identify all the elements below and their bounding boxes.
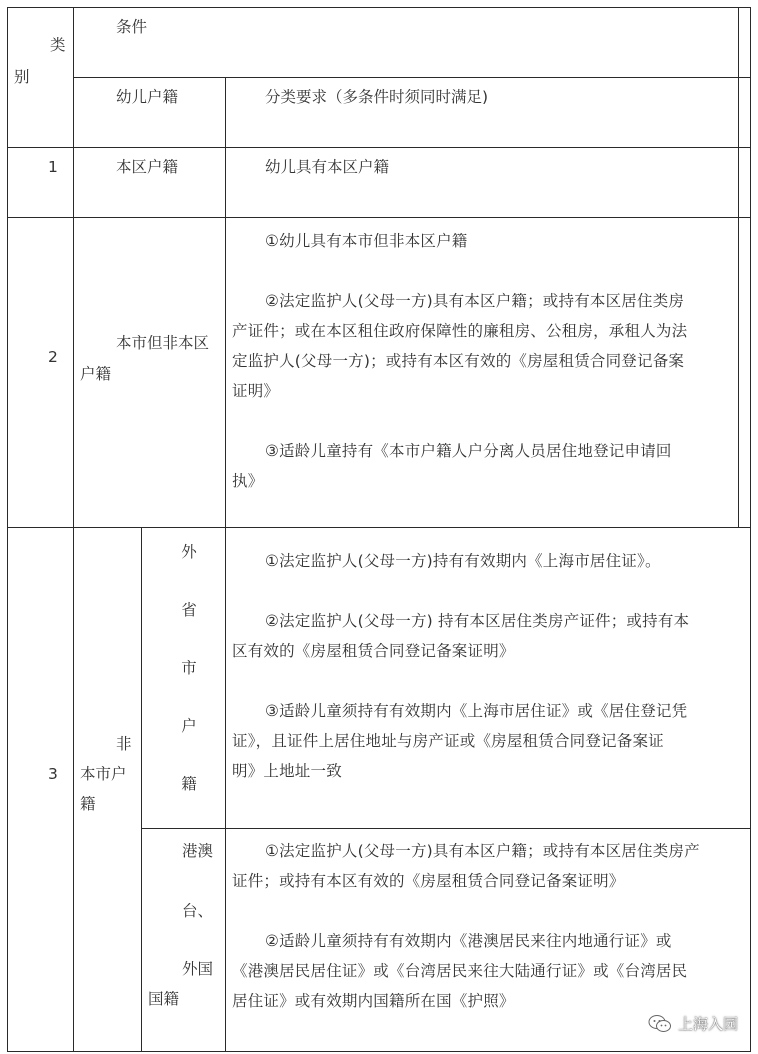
row3-sub-b-req1-line2: 证件；或持有本区有效的《房屋租赁合同登记备案证明》	[232, 872, 625, 890]
row3-sub-a-label	[179, 523, 199, 813]
row3-sub-a-req3-line1: ③适龄儿童须持有有效期内《上海市居住证》或《居住登记凭	[265, 702, 688, 720]
row3-sub-b-req2-line3: 居住证》或有效期内国籍所在国《护照》	[232, 992, 515, 1010]
row3-sub-a-req1: ①法定监护人(父母一方)持有有效期内《上海市居住证》。	[265, 552, 661, 570]
row2-number: 2	[48, 348, 58, 366]
row2-req3-line2: 执》	[232, 472, 264, 490]
row3-sub-b-label-line2: 台、	[182, 902, 214, 920]
row3-number: 3	[48, 765, 58, 783]
row3-sub-b-label-line3: 外国	[182, 960, 214, 978]
watermark	[648, 1013, 738, 1034]
row3-sub-a-char3: 市	[181, 659, 197, 677]
row2-req2-line4: 证明》	[232, 382, 280, 400]
row3-sub-a-char4: 户	[181, 717, 197, 735]
header-category-top: 类	[50, 36, 66, 54]
header-conditions: 条件	[116, 18, 148, 36]
row3-sub-b-req1-line1: ①法定监护人(父母一方)具有本区户籍；或持有本区居住类房产	[265, 842, 700, 860]
row3-sub-b-requirements	[232, 836, 700, 1016]
row3-household-line1: 非	[116, 735, 132, 753]
row3-household-line2: 本市户	[80, 765, 127, 783]
row2-req2-line1: ②法定监护人(父母一方)具有本区户籍；或持有本区居住类房	[265, 292, 685, 310]
row2-req2-line2: 产证件；或在本区租住政府保障性的廉租房、公租房，承租人为法	[232, 322, 688, 340]
row3-sub-a-char5: 籍	[181, 775, 197, 793]
row3-sub-b-req2-line1: ②适龄儿童须持有有效期内《港澳居民来往内地通行证》或	[265, 932, 672, 950]
row3-sub-b-req2-line2: 《港澳居民居住证》或《台湾居民来往大陆通行证》或《台湾居民	[232, 962, 688, 980]
row3-sub-a-requirements	[232, 546, 689, 786]
header-requirements-column: 分类要求（多条件时须同时满足)	[265, 88, 489, 106]
header-household-column: 幼儿户籍	[116, 88, 179, 106]
row2-req2-line3: 定监护人(父母一方)；或持有本区有效的《房屋租赁合同登记备案	[232, 352, 685, 370]
row2-household-line1: 本市但非本区	[116, 334, 210, 352]
row3-sub-a-req2-line2: 区有效的《房屋租赁合同登记备案证明》	[232, 642, 515, 660]
row3-sub-b-label-line4: 国籍	[148, 990, 180, 1008]
row1-number: 1	[48, 158, 58, 176]
row2-requirements	[232, 226, 687, 496]
row3-household-line3: 籍	[80, 795, 96, 813]
row3-sub-a-req2-line1: ②法定监护人(父母一方) 持有本区居住类房产证件；或持有本	[265, 612, 690, 630]
row2-household-line2: 户籍	[80, 365, 112, 383]
row3-sub-a-req3-line2: 证》，且证件上居住地址与房产证或《房屋租赁合同登记备案证	[232, 732, 664, 750]
row2-req1: ①幼儿具有本市但非本区户籍	[265, 232, 468, 250]
row3-sub-a-char1: 外	[181, 543, 197, 561]
row1-requirement: 幼儿具有本区户籍	[265, 158, 390, 176]
row3-sub-b-label-line1: 港澳	[182, 842, 214, 860]
row2-req3-line1: ③适龄儿童持有《本市户籍人户分离人员居住地登记申请回	[265, 442, 672, 460]
header-category-bottom: 别	[14, 68, 30, 86]
wechat-icon	[648, 1014, 672, 1034]
row3-sub-a-char2: 省	[181, 601, 197, 619]
watermark-text: 上海入园	[677, 1015, 738, 1033]
row3-sub-a-req3-line3: 明》上地址一致	[232, 762, 342, 780]
row1-household: 本区户籍	[116, 158, 179, 176]
